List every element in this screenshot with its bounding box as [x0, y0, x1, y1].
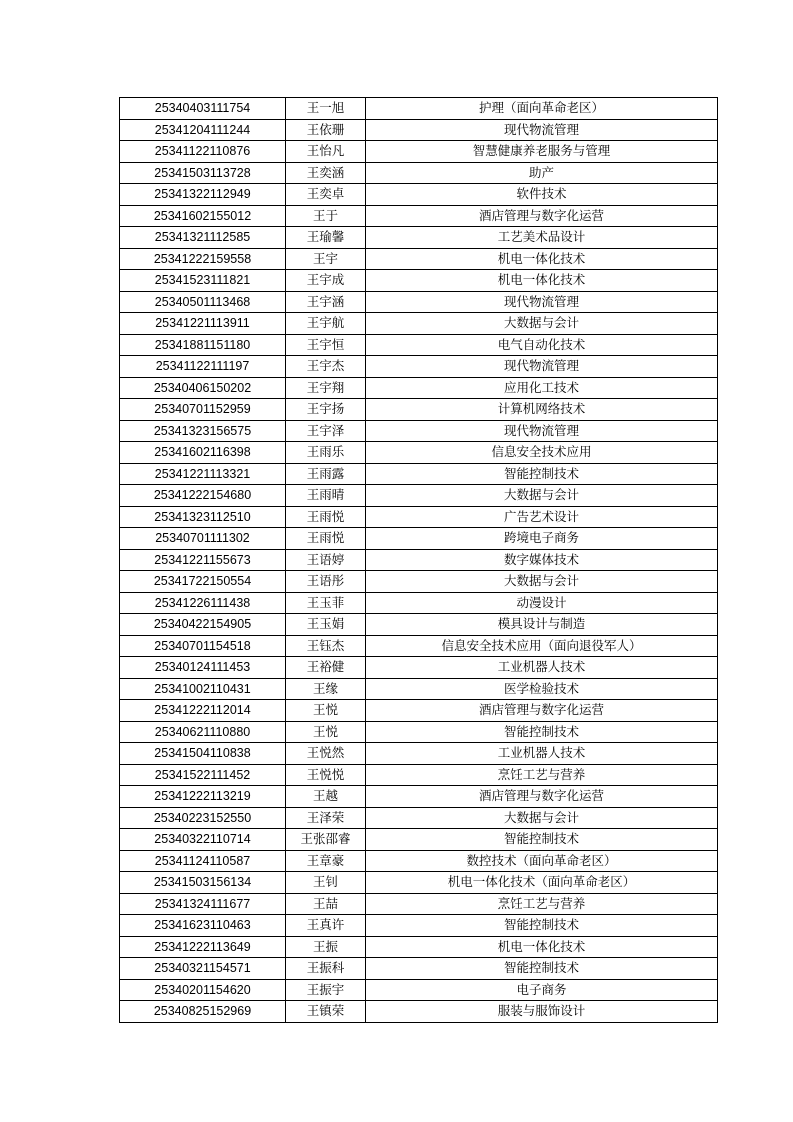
major-cell: 机电一体化技术 — [366, 270, 718, 292]
major-cell: 大数据与会计 — [366, 313, 718, 335]
candidate-id-cell: 25341222112014 — [120, 700, 286, 722]
major-cell: 信息安全技术应用 — [366, 442, 718, 464]
student-name-cell: 王雨悦 — [286, 506, 366, 528]
table-row — [120, 377, 718, 399]
table-row — [120, 119, 718, 141]
table-row — [120, 248, 718, 270]
table-row — [120, 442, 718, 464]
table-row — [120, 205, 718, 227]
major-cell: 机电一体化技术 — [366, 248, 718, 270]
student-name-cell: 王宇翔 — [286, 377, 366, 399]
table-row — [120, 979, 718, 1001]
candidate-id-cell: 25341504110838 — [120, 743, 286, 765]
table-row — [120, 227, 718, 249]
student-name-cell: 王泽荣 — [286, 807, 366, 829]
major-cell: 智能控制技术 — [366, 463, 718, 485]
candidate-id-cell: 25341321112585 — [120, 227, 286, 249]
major-cell: 广告艺术设计 — [366, 506, 718, 528]
table-row — [120, 463, 718, 485]
table-row — [120, 893, 718, 915]
candidate-id-cell: 25340701111302 — [120, 528, 286, 550]
candidate-id-cell: 25340422154905 — [120, 614, 286, 636]
major-cell: 电子商务 — [366, 979, 718, 1001]
major-cell: 医学检验技术 — [366, 678, 718, 700]
major-cell: 工艺美术品设计 — [366, 227, 718, 249]
table-row — [120, 98, 718, 120]
student-name-cell: 王真许 — [286, 915, 366, 937]
candidate-id-cell: 25341221113911 — [120, 313, 286, 335]
major-cell: 机电一体化技术 — [366, 936, 718, 958]
table-row — [120, 764, 718, 786]
candidate-id-cell: 25341623110463 — [120, 915, 286, 937]
table-row — [120, 958, 718, 980]
student-name-cell: 王一旭 — [286, 98, 366, 120]
student-name-cell: 王钊 — [286, 872, 366, 894]
candidate-id-cell: 25340322110714 — [120, 829, 286, 851]
table-row — [120, 700, 718, 722]
major-cell: 烹饪工艺与营养 — [366, 764, 718, 786]
major-cell: 智能控制技术 — [366, 829, 718, 851]
candidate-id-cell: 25341222113219 — [120, 786, 286, 808]
student-name-cell: 王喆 — [286, 893, 366, 915]
major-cell: 智能控制技术 — [366, 721, 718, 743]
student-name-cell: 王语婷 — [286, 549, 366, 571]
student-name-cell: 王宇恒 — [286, 334, 366, 356]
student-name-cell: 王裕健 — [286, 657, 366, 679]
major-cell: 数字媒体技术 — [366, 549, 718, 571]
candidate-id-cell: 25341122111197 — [120, 356, 286, 378]
table-row — [120, 635, 718, 657]
table-row — [120, 528, 718, 550]
candidate-id-cell: 25341002110431 — [120, 678, 286, 700]
major-cell: 酒店管理与数字化运营 — [366, 205, 718, 227]
candidate-id-cell: 25340501113468 — [120, 291, 286, 313]
student-name-cell: 王振宇 — [286, 979, 366, 1001]
major-cell: 工业机器人技术 — [366, 657, 718, 679]
table-row — [120, 936, 718, 958]
candidate-id-cell: 25341322112949 — [120, 184, 286, 206]
candidate-id-cell: 25341881151180 — [120, 334, 286, 356]
table-row — [120, 807, 718, 829]
candidate-id-cell: 25340124111453 — [120, 657, 286, 679]
major-cell: 数控技术（面向革命老区） — [366, 850, 718, 872]
student-name-cell: 王宇泽 — [286, 420, 366, 442]
major-cell: 智慧健康养老服务与管理 — [366, 141, 718, 163]
major-cell: 电气自动化技术 — [366, 334, 718, 356]
student-name-cell: 王奕卓 — [286, 184, 366, 206]
student-name-cell: 王于 — [286, 205, 366, 227]
table-row — [120, 743, 718, 765]
candidate-id-cell: 25341523111821 — [120, 270, 286, 292]
candidate-id-cell: 25341522111452 — [120, 764, 286, 786]
table-row — [120, 850, 718, 872]
student-name-cell: 王悦然 — [286, 743, 366, 765]
table-row — [120, 399, 718, 421]
student-name-cell: 王雨露 — [286, 463, 366, 485]
candidate-id-cell: 25341602116398 — [120, 442, 286, 464]
major-cell: 现代物流管理 — [366, 119, 718, 141]
major-cell: 酒店管理与数字化运营 — [366, 700, 718, 722]
major-cell: 酒店管理与数字化运营 — [366, 786, 718, 808]
candidate-id-cell: 25340223152550 — [120, 807, 286, 829]
table-row — [120, 506, 718, 528]
candidate-id-cell: 25341221113321 — [120, 463, 286, 485]
candidate-id-cell: 25341122110876 — [120, 141, 286, 163]
candidate-id-cell: 25340825152969 — [120, 1001, 286, 1023]
student-name-cell: 王怡凡 — [286, 141, 366, 163]
candidate-id-cell: 25341503156134 — [120, 872, 286, 894]
table-row — [120, 1001, 718, 1023]
major-cell: 服装与服饰设计 — [366, 1001, 718, 1023]
major-cell: 智能控制技术 — [366, 958, 718, 980]
student-name-cell: 王依珊 — [286, 119, 366, 141]
candidate-id-cell: 25340701154518 — [120, 635, 286, 657]
table-row — [120, 614, 718, 636]
major-cell: 工业机器人技术 — [366, 743, 718, 765]
candidate-id-cell: 25340406150202 — [120, 377, 286, 399]
student-name-cell: 王缘 — [286, 678, 366, 700]
student-name-cell: 王宇涵 — [286, 291, 366, 313]
major-cell: 烹饪工艺与营养 — [366, 893, 718, 915]
candidate-id-cell: 25340403111754 — [120, 98, 286, 120]
major-cell: 信息安全技术应用（面向退役军人） — [366, 635, 718, 657]
table-row — [120, 915, 718, 937]
major-cell: 现代物流管理 — [366, 420, 718, 442]
student-name-cell: 王宇杰 — [286, 356, 366, 378]
major-cell: 大数据与会计 — [366, 485, 718, 507]
student-name-cell: 王悦悦 — [286, 764, 366, 786]
student-name-cell: 王越 — [286, 786, 366, 808]
student-name-cell: 王雨悦 — [286, 528, 366, 550]
table-row — [120, 356, 718, 378]
table-row — [120, 721, 718, 743]
table-row — [120, 162, 718, 184]
student-name-cell: 王玉菲 — [286, 592, 366, 614]
candidate-id-cell: 25340701152959 — [120, 399, 286, 421]
candidate-id-cell: 25341204111244 — [120, 119, 286, 141]
table-row — [120, 485, 718, 507]
candidate-id-cell: 25341503113728 — [120, 162, 286, 184]
student-name-cell: 王玉娟 — [286, 614, 366, 636]
table-row — [120, 141, 718, 163]
student-name-cell: 王雨晴 — [286, 485, 366, 507]
table-row — [120, 549, 718, 571]
candidate-id-cell: 25341222113649 — [120, 936, 286, 958]
table-row — [120, 786, 718, 808]
table-row — [120, 270, 718, 292]
student-name-cell: 王宇航 — [286, 313, 366, 335]
major-cell: 助产 — [366, 162, 718, 184]
candidate-id-cell: 25341323156575 — [120, 420, 286, 442]
major-cell: 机电一体化技术（面向革命老区） — [366, 872, 718, 894]
student-name-cell: 王振科 — [286, 958, 366, 980]
candidate-id-cell: 25340621110880 — [120, 721, 286, 743]
table-row — [120, 334, 718, 356]
candidate-id-cell: 25341226111438 — [120, 592, 286, 614]
table-row — [120, 313, 718, 335]
candidate-id-cell: 25341324111677 — [120, 893, 286, 915]
major-cell: 软件技术 — [366, 184, 718, 206]
table-row — [120, 678, 718, 700]
student-name-cell: 王悦 — [286, 700, 366, 722]
major-cell: 智能控制技术 — [366, 915, 718, 937]
student-name-cell: 王瑜馨 — [286, 227, 366, 249]
roster-table-body — [120, 98, 718, 1023]
table-row — [120, 657, 718, 679]
major-cell: 现代物流管理 — [366, 356, 718, 378]
student-name-cell: 王宇 — [286, 248, 366, 270]
student-name-cell: 王宇成 — [286, 270, 366, 292]
major-cell: 护理（面向革命老区） — [366, 98, 718, 120]
major-cell: 模具设计与制造 — [366, 614, 718, 636]
major-cell: 大数据与会计 — [366, 571, 718, 593]
student-name-cell: 王奕涵 — [286, 162, 366, 184]
candidate-id-cell: 25341722150554 — [120, 571, 286, 593]
student-name-cell: 王雨乐 — [286, 442, 366, 464]
major-cell: 计算机网络技术 — [366, 399, 718, 421]
candidate-id-cell: 25341124110587 — [120, 850, 286, 872]
student-name-cell: 王宇扬 — [286, 399, 366, 421]
table-row — [120, 872, 718, 894]
major-cell: 大数据与会计 — [366, 807, 718, 829]
candidate-id-cell: 25341222154680 — [120, 485, 286, 507]
student-name-cell: 王章豪 — [286, 850, 366, 872]
table-row — [120, 420, 718, 442]
major-cell: 应用化工技术 — [366, 377, 718, 399]
table-row — [120, 571, 718, 593]
candidate-id-cell: 25341602155012 — [120, 205, 286, 227]
table-row — [120, 291, 718, 313]
candidate-id-cell: 25340201154620 — [120, 979, 286, 1001]
candidate-id-cell: 25341323112510 — [120, 506, 286, 528]
student-name-cell: 王语彤 — [286, 571, 366, 593]
student-name-cell: 王钰杰 — [286, 635, 366, 657]
candidate-id-cell: 25340321154571 — [120, 958, 286, 980]
candidate-id-cell: 25341222159558 — [120, 248, 286, 270]
admission-roster-table — [119, 97, 718, 1023]
student-name-cell: 王张邵睿 — [286, 829, 366, 851]
major-cell: 跨境电子商务 — [366, 528, 718, 550]
major-cell: 动漫设计 — [366, 592, 718, 614]
table-row — [120, 829, 718, 851]
major-cell: 现代物流管理 — [366, 291, 718, 313]
student-name-cell: 王悦 — [286, 721, 366, 743]
student-name-cell: 王振 — [286, 936, 366, 958]
table-row — [120, 184, 718, 206]
student-name-cell: 王镇荣 — [286, 1001, 366, 1023]
table-row — [120, 592, 718, 614]
candidate-id-cell: 25341221155673 — [120, 549, 286, 571]
